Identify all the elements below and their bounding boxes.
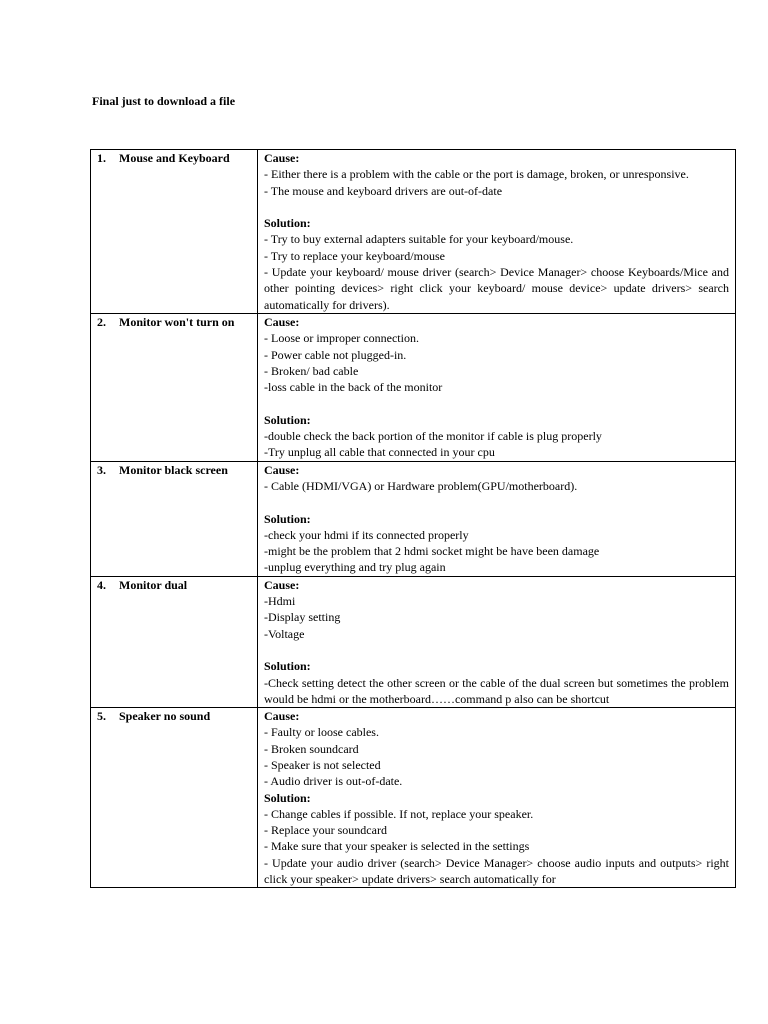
- cause-label: Cause:: [264, 151, 300, 165]
- solution-label: Solution:: [264, 511, 311, 526]
- solution-item: - Try to buy external adapters suitable for your keyboard/mouse.: [264, 232, 574, 247]
- cause-item: - Cable (HDMI/VGA) or Hardware problem(GPU/motherboard).: [264, 478, 578, 493]
- cause-item: -Hdmi: [264, 594, 296, 609]
- cause-item: - Faulty or loose cables.: [264, 725, 379, 740]
- solution-item: -Try unplug all cable that connected in your cpu: [264, 445, 495, 460]
- page-title: Final just to download a file: [92, 94, 236, 108]
- issue-number: 4.: [97, 577, 106, 592]
- table-row: [91, 708, 736, 888]
- cause-item: -Display setting: [264, 610, 341, 625]
- solution-item: -Check setting detect the other screen or the cable of the dual screen but sometimes the problem would be hdmi or the motherboard……command p also can be shortcut: [264, 675, 729, 706]
- issue-cell: [91, 150, 258, 314]
- issue-cell: [91, 708, 258, 888]
- solution-item: - Replace your soundcard: [264, 823, 387, 838]
- issue-name: Monitor won't turn on: [119, 314, 235, 329]
- table-row: [91, 576, 736, 707]
- cause-item: -loss cable in the back of the monitor: [264, 380, 443, 395]
- cause-item: - Broken soundcard: [264, 741, 359, 756]
- solution-item: - Try to replace your keyboard/mouse: [264, 248, 445, 263]
- issue-number: 1.: [97, 151, 106, 165]
- cause-item: - The mouse and keyboard drivers are out-of-date: [264, 183, 503, 198]
- cause-item: - Speaker is not selected: [264, 757, 381, 772]
- solution-label: Solution:: [264, 412, 311, 427]
- issue-name: Mouse and Keyboard: [119, 151, 230, 165]
- detail-cell: [258, 576, 736, 707]
- detail-cell: [258, 150, 736, 314]
- solution-item: - Make sure that your speaker is selected in the settings: [264, 839, 530, 854]
- cause-item: - Audio driver is out-of-date.: [264, 774, 403, 789]
- issue-number: 3.: [97, 462, 106, 477]
- issue-name: Monitor dual: [119, 577, 188, 592]
- table-row: [91, 461, 736, 576]
- solution-item: -double check the back portion of the monitor if cable is plug properly: [264, 429, 602, 444]
- solution-item: -check your hdmi if its connected properly: [264, 527, 469, 542]
- issue-cell: [91, 461, 258, 576]
- issue-cell: [91, 313, 258, 461]
- cause-label: Cause:: [264, 709, 300, 724]
- cause-item: - Either there is a problem with the cable or the port is damage, broken, or unresponsive.: [264, 167, 689, 182]
- detail-cell: [258, 313, 736, 461]
- cause-item: - Power cable not plugged-in.: [264, 347, 407, 362]
- issue-name: Monitor black screen: [119, 462, 228, 477]
- detail-cell: [258, 708, 736, 888]
- cause-item: -Voltage: [264, 626, 305, 641]
- cause-item: - Loose or improper connection.: [264, 331, 419, 346]
- issue-number: 5.: [97, 709, 106, 724]
- cause-item: - Broken/ bad cable: [264, 363, 359, 378]
- cause-label: Cause:: [264, 462, 300, 477]
- cause-label: Cause:: [264, 577, 300, 592]
- detail-cell: [258, 461, 736, 576]
- solution-label: Solution:: [264, 790, 311, 805]
- table-row: [91, 150, 736, 314]
- cause-label: Cause:: [264, 314, 300, 329]
- table-row: [91, 313, 736, 461]
- solution-item: - Update your keyboard/ mouse driver (search> Device Manager> choose Keyboards/Mice and other pointing devices> right click your keyboard/ mouse device> update drivers> search automatically for drivers).: [264, 265, 729, 312]
- solution-label: Solution:: [264, 216, 311, 231]
- solution-item: -might be the problem that 2 hdmi socket might be have been damage: [264, 544, 600, 559]
- issue-cell: [91, 576, 258, 707]
- troubleshooting-table: [90, 149, 736, 888]
- solution-item: -unplug everything and try plug again: [264, 560, 446, 575]
- solution-item: - Change cables if possible. If not, replace your speaker.: [264, 806, 534, 821]
- issue-number: 2.: [97, 314, 106, 329]
- issue-name: Speaker no sound: [119, 709, 211, 724]
- solution-item: - Update your audio driver (search> Device Manager> choose audio inputs and outputs> right click your speaker> update drivers> search automatically for: [264, 855, 729, 887]
- solution-label: Solution:: [264, 659, 311, 674]
